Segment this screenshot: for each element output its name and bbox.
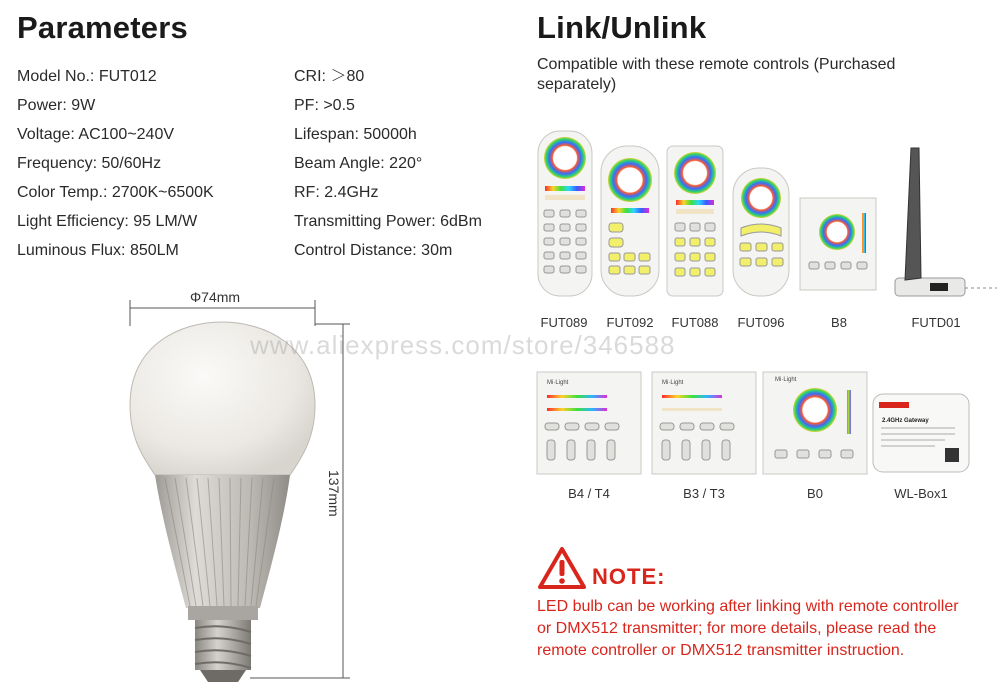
remote-row-2 — [535, 368, 975, 480]
spec-rf: RF: 2.4GHz — [294, 184, 379, 201]
spec-power: Power: 9W — [17, 97, 96, 114]
note-title: NOTE: — [592, 564, 666, 589]
watermark: www.aliexpress.com/store/346588 — [250, 330, 676, 360]
caption-b4-t4: B4 / T4 — [568, 486, 610, 501]
parameters-title: Parameters — [17, 10, 188, 45]
link-unlink-title: Link/Unlink — [537, 10, 707, 45]
spec-list-col2 — [294, 62, 482, 265]
spec-flux: Luminous Flux: 850LM — [17, 242, 179, 259]
caption-b3-t3: B3 / T3 — [683, 486, 725, 501]
spec-color-temp: Color Temp.: 2700K~6500K — [17, 184, 214, 201]
caption-wl-box1: WL-Box1 — [894, 486, 948, 501]
caption-fut092: FUT092 — [606, 315, 654, 330]
spec-control-distance: Control Distance: 30m — [294, 242, 453, 259]
spec-efficiency: Light Efficiency: 95 LM/W — [17, 213, 198, 230]
caption-futd01: FUTD01 — [911, 315, 961, 330]
b0-panel — [763, 372, 867, 474]
warning-icon — [537, 546, 587, 590]
note-body: LED bulb can be working after linking with remote controller or DMX512 transmitter; for more details, please read the remote controller or DMX512 transmitter instruction. — [537, 598, 959, 659]
caption-fut089: FUT089 — [540, 315, 588, 330]
spec-tx-power: Transmitting Power: 6dBm — [294, 213, 482, 230]
diameter-label: Φ74mm — [190, 289, 241, 305]
b3-brand: Mi·Light — [662, 380, 684, 386]
caption-b8: B8 — [831, 315, 847, 330]
fut089-remote — [538, 131, 592, 296]
caption-fut088: FUT088 — [671, 315, 719, 330]
compat-text: Compatible with these remote controls (Purchased separately) — [537, 56, 896, 93]
b3-panel — [652, 372, 756, 474]
fut092-remote — [601, 146, 659, 296]
b8-panel — [800, 198, 876, 290]
remote-row-1 — [535, 128, 1000, 306]
b4-panel — [537, 372, 641, 474]
gateway-label: 2.4GHz Gateway — [882, 418, 929, 424]
spec-cri: CRI: ＞80 — [294, 68, 365, 85]
spec-voltage: Voltage: AC100~240V — [17, 126, 175, 143]
wl-box1-gateway — [873, 394, 969, 472]
futd01-device — [895, 148, 997, 296]
spec-frequency: Frequency: 50/60Hz — [17, 155, 162, 172]
spec-pf: PF: >0.5 — [294, 97, 355, 114]
spec-model: Model No.: FUT012 — [17, 68, 157, 85]
caption-fut096: FUT096 — [737, 315, 785, 330]
spec-lifespan: Lifespan: 50000h — [294, 126, 417, 143]
caption-b0: B0 — [807, 486, 823, 501]
spec-list-col1 — [17, 62, 214, 265]
fut088-remote — [667, 146, 723, 296]
fut096-remote — [733, 168, 789, 296]
b0-brand: Mi·Light — [775, 377, 797, 383]
height-label: 137mm — [326, 470, 342, 517]
spec-beam-angle: Beam Angle: 220° — [294, 155, 423, 172]
b4-brand: Mi·Light — [547, 380, 569, 386]
